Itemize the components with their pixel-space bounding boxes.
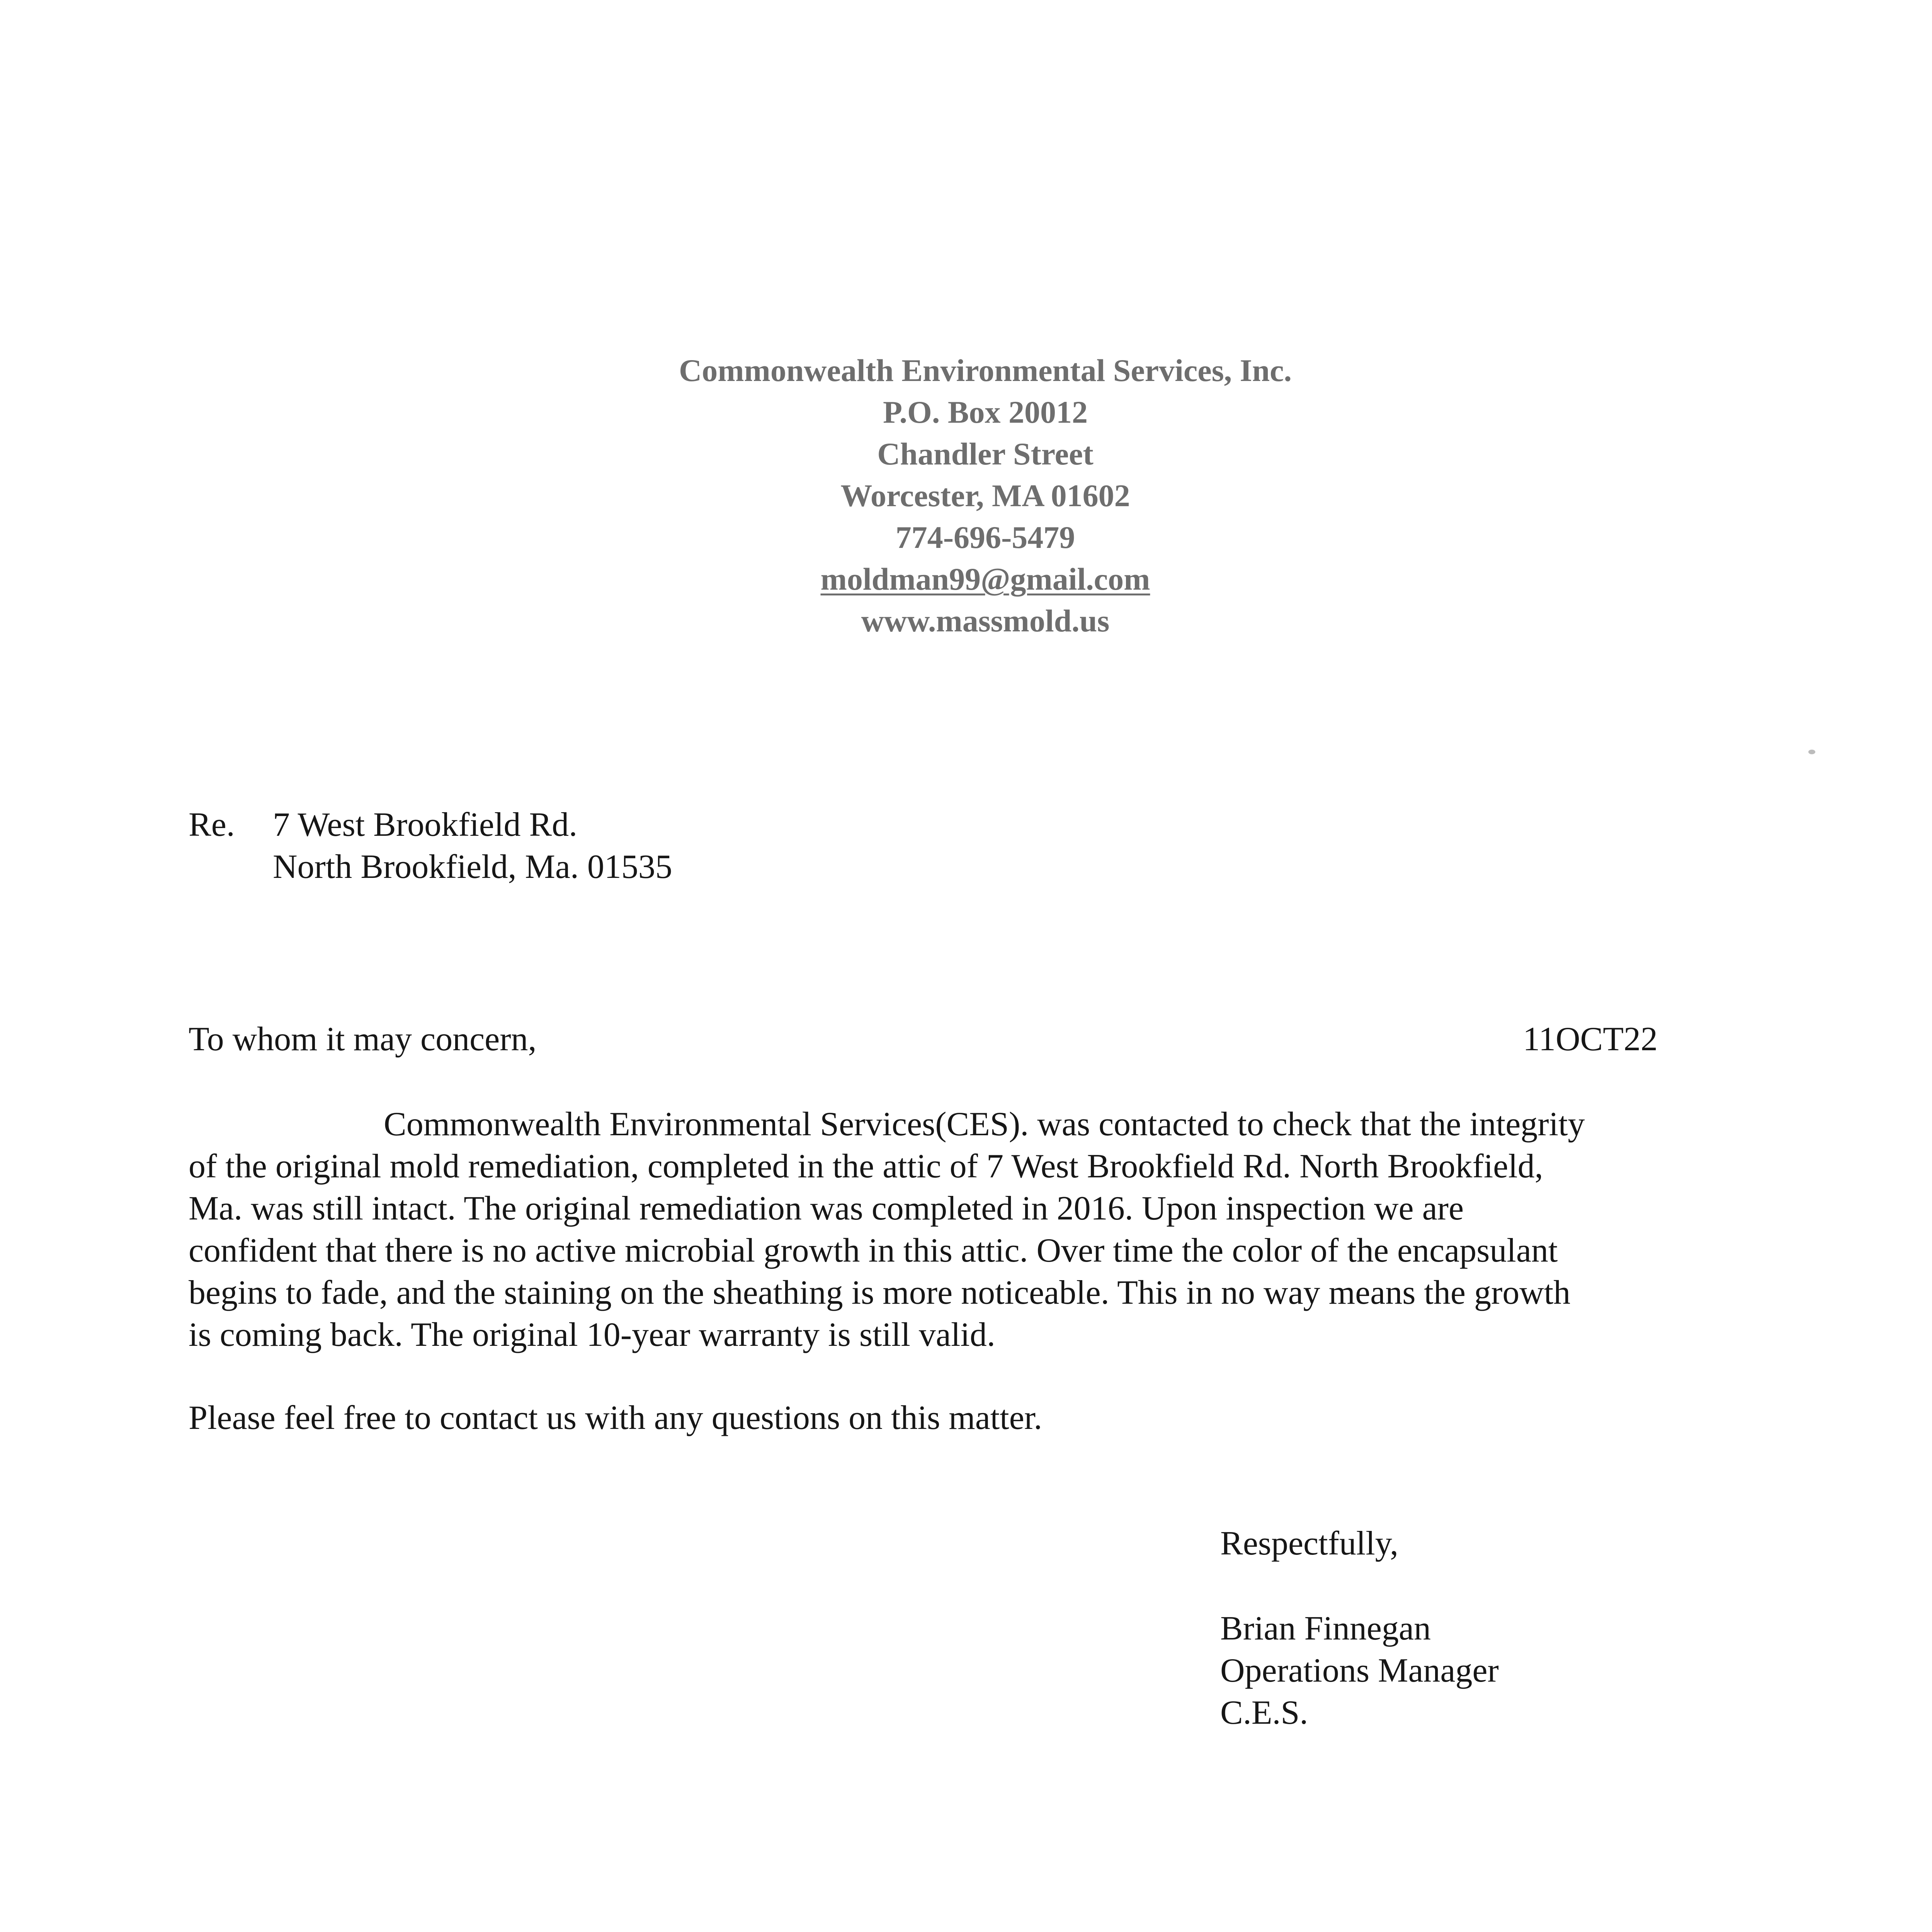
- re-address: [273, 804, 672, 888]
- body-line: Commonwealth Environmental Services(CES). was contacted to check that the integrity: [384, 1105, 1585, 1143]
- signoff: Respectfully,: [1220, 1525, 1399, 1562]
- company-name: Commonwealth Environmental Services, Inc.: [679, 353, 1292, 388]
- salutation: To whom it may concern,: [189, 1020, 537, 1058]
- re-address-line-2: North Brookfield, Ma. 01535: [273, 848, 672, 886]
- po-box: P.O. Box 20012: [883, 395, 1088, 430]
- closing-note: Please feel free to contact us with any questions on this matter.: [189, 1399, 1043, 1437]
- re-label: Re.: [189, 806, 235, 844]
- phone-number: 774-696-5479: [895, 520, 1075, 555]
- signer-company: C.E.S.: [1220, 1694, 1308, 1731]
- body-line: begins to fade, and the staining on the sheathing is more noticeable. This in no way means the growth: [189, 1274, 1571, 1311]
- letter-date: 11OCT22: [1523, 1020, 1658, 1058]
- signer-name: Brian Finnegan: [1220, 1610, 1431, 1647]
- body-line: is coming back. The original 10-year warranty is still valid.: [189, 1316, 995, 1354]
- body-line: confident that there is no active microbial growth in this attic. Over time the color of the encapsulant: [189, 1232, 1558, 1269]
- signature-block: [1220, 1607, 1499, 1734]
- body-line: Ma. was still intact. The original remediation was completed in 2016. Upon inspection we are: [189, 1190, 1464, 1227]
- letterhead: [541, 350, 1430, 642]
- body-line: of the original mold remediation, completed in the attic of 7 West Brookfield Rd. North Brookfield,: [189, 1148, 1543, 1185]
- website-link[interactable]: www.massmold.us: [861, 603, 1110, 638]
- street-address: Chandler Street: [877, 436, 1094, 471]
- city-state-zip: Worcester, MA 01602: [840, 478, 1130, 513]
- scan-speck: [1808, 750, 1815, 754]
- email-link[interactable]: moldman99@gmail.com: [820, 561, 1150, 597]
- body-paragraph: [189, 1103, 1688, 1356]
- signer-title: Operations Manager: [1220, 1652, 1499, 1689]
- re-address-line-1: 7 West Brookfield Rd.: [273, 806, 578, 844]
